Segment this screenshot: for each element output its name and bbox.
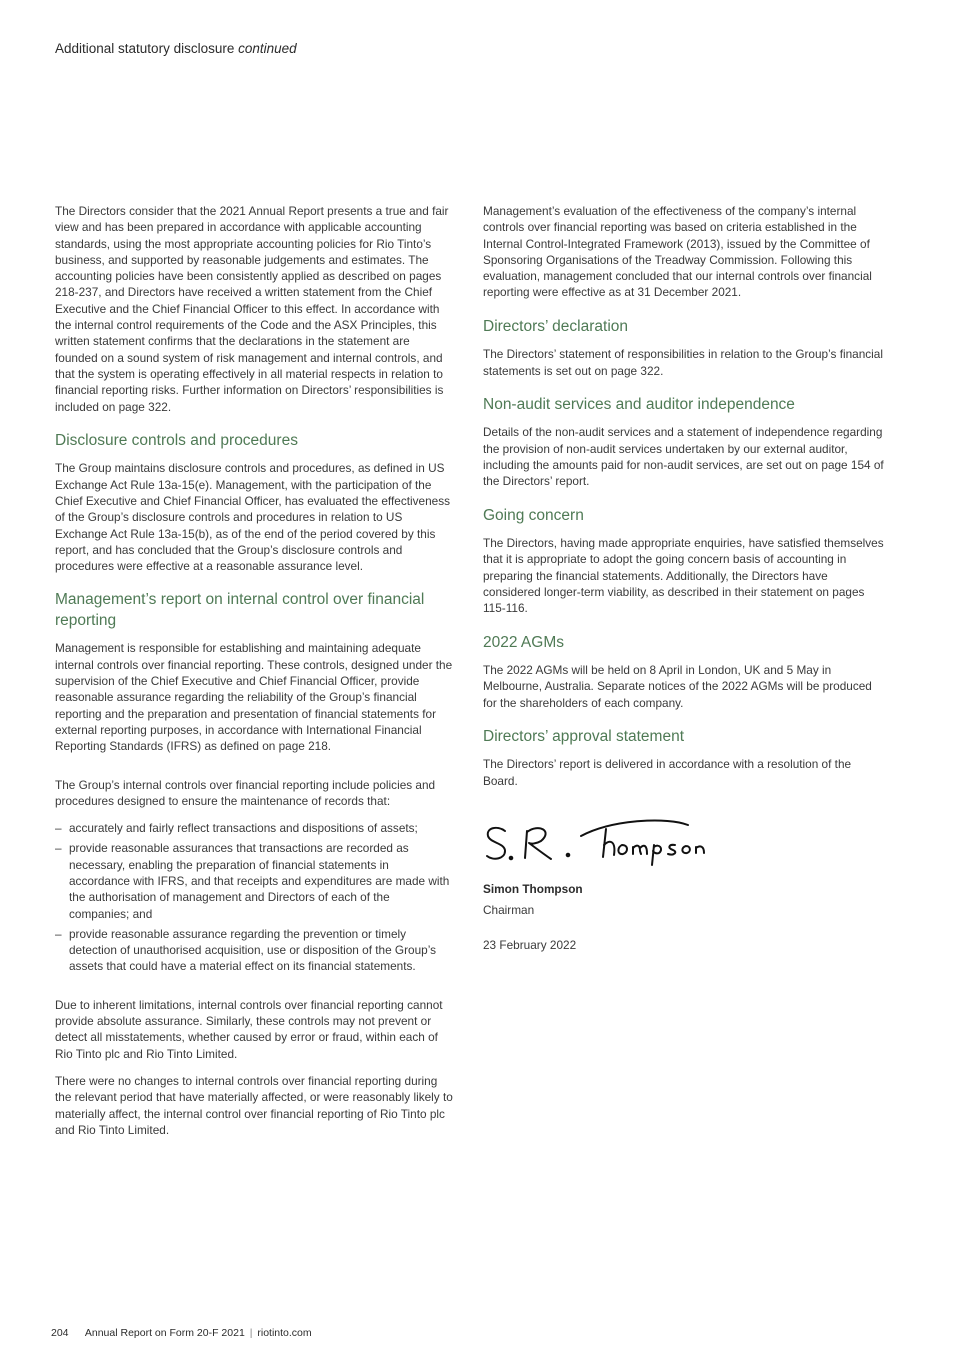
header-continued: continued xyxy=(238,41,297,56)
signatory-role: Chairman xyxy=(483,903,535,918)
approval-heading: Directors’ approval statement xyxy=(483,727,685,745)
left-column xyxy=(55,203,453,1149)
limitations-paragraph: Due to inherent limitations, internal controls over financial reporting cannot provide absolute assurance. Similarly, these controls may not prevent or detect all misstatements, whether caused by error or fraud, within each of Rio Tinto plc and Rio Tinto Limited. xyxy=(55,997,443,1061)
list-item: – provide reasonable assurances that transactions are recorded as necessary, enabling the preparation of financial statements in accordance with IFRS, and that receipts and expenditures are made with the authorisation of management and Directors of each of the companies; and xyxy=(55,840,453,921)
list-item: – provide reasonable assurance regarding the prevention or timely detection of unauthorised acquisition, use or disposition of the Group’s assets that could have a material effect on its financial statements. xyxy=(55,926,453,975)
declaration-heading: Directors’ declaration xyxy=(483,317,629,335)
intro-paragraph: The Directors consider that the 2021 Annual Report presents a true and fair view and has been prepared in accordance with applicable accounting standards, using the most appropriate accounting policies for Rio Tinto’s business, and supported by reasonable judgements and estimates. The accounting policies have been consistently applied as described on pages 218-237, and Directors have received a written statement from the Chief Executive and the Chief Financial Officer to this effect. In accordance with the internal control requirements of the Code and the ASX Principles, this written statement confirms that the declarations in the statement are founded on a sound system of risk management and internal controls, and that the system is operating effectively in all material respects in relation to financial reporting risks. Further information on Directors’ responsibilities is included on page 322. xyxy=(55,204,449,414)
disclosure-heading: Disclosure controls and procedures xyxy=(55,431,298,449)
header-title: Additional statutory disclosure xyxy=(55,41,235,56)
going-concern-paragraph: The Directors, having made appropriate enquiries, have satisfied themselves that it is appropriate to adopt the going concern basis of accounting in preparing the financial statements. Additionally, the Directors have considered longer-term viability, as described in their statement on pages 115-116. xyxy=(483,536,884,616)
page-number: 204 xyxy=(51,1327,69,1339)
right-column xyxy=(483,203,888,964)
page-header xyxy=(55,41,297,56)
evaluation-paragraph: Management’s evaluation of the effectiveness of the company’s internal controls over financial reporting was based on criteria established in the Internal Control-Integrated Framework (2013), issued by the Committee of Sponsoring Organisations of the Treadway Commission. Following this evaluation, management concluded that our internal controls over financial reporting were effective as at 31 December 2021. xyxy=(483,204,872,300)
disclosure-paragraph: The Group maintains disclosure controls and procedures, as defined in US Exchange Act Rule 13a-15(e). Management, with the participation of the Chief Executive and Chief Financial Officer, has evaluated the effectiveness of the Group’s disclosure controls and procedures in relation to US Exchange Act Rule 13a-15(b), as of the end of the period covered by this report, and has concluded that the Group’s disclosure controls and procedures were effective at a reasonable assurance level. xyxy=(55,461,450,574)
signature-date: 23 February 2022 xyxy=(483,937,577,952)
changes-paragraph: There were no changes to internal controls over financial reporting during the relevant period that have materially affected, or were reasonably likely to materially affect, the internal control over financial reporting of Rio Tinto plc and Rio Tinto Limited. xyxy=(55,1073,453,1137)
footer-report-title: Annual Report on Form 20-F 2021 xyxy=(84,1327,245,1339)
footer-website: riotinto.com xyxy=(257,1327,312,1339)
management-report-heading: Management’s report on internal control over financial reporting xyxy=(55,591,425,629)
agms-heading: 2022 AGMs xyxy=(483,633,564,651)
signature-image xyxy=(483,811,713,871)
management-report-paragraph: Management is responsible for establishing and maintaining adequate internal controls over financial reporting. These controls, designed under the supervision of the Chief Executive and Chief Financial Officer, provide reasonable assurance regarding the reliability of the Group’s financial reporting and the preparation and presentation of financial statements for external reporting purposes, in accordance with International Financial Reporting Standards (IFRS) as defined on page 218. xyxy=(55,641,453,754)
non-audit-heading: Non-audit services and auditor independence xyxy=(483,395,795,413)
footer-separator: | xyxy=(249,1327,253,1339)
agms-paragraph: The 2022 AGMs will be held on 8 April in London, UK and 5 May in Melbourne, Australia. Separate notices of the 2022 AGMs will be produced for the shareholders of each company. xyxy=(483,663,872,710)
controls-intro-paragraph: The Group’s internal controls over financial reporting include policies and procedures designed to ensure the maintenance of records that: xyxy=(55,777,436,808)
non-audit-paragraph: Details of the non-audit services and a statement of independence regarding the provision of non-audit services undertaken by our external auditor, including the amounts paid for non-audit services, are set out on page 154 of the Directors’ report. xyxy=(483,425,884,489)
approval-paragraph: The Directors’ report is delivered in accordance with a resolution of the Board. xyxy=(483,757,852,788)
signatory-name: Simon Thompson xyxy=(483,882,583,897)
going-concern-heading: Going concern xyxy=(483,506,584,524)
controls-list xyxy=(55,820,453,975)
list-item: – accurately and fairly reflect transactions and dispositions of assets; xyxy=(55,820,453,836)
declaration-paragraph: The Directors’ statement of responsibilities in relation to the Group’s financial statements is set out on page 322. xyxy=(483,347,883,378)
page-footer xyxy=(51,1327,312,1339)
